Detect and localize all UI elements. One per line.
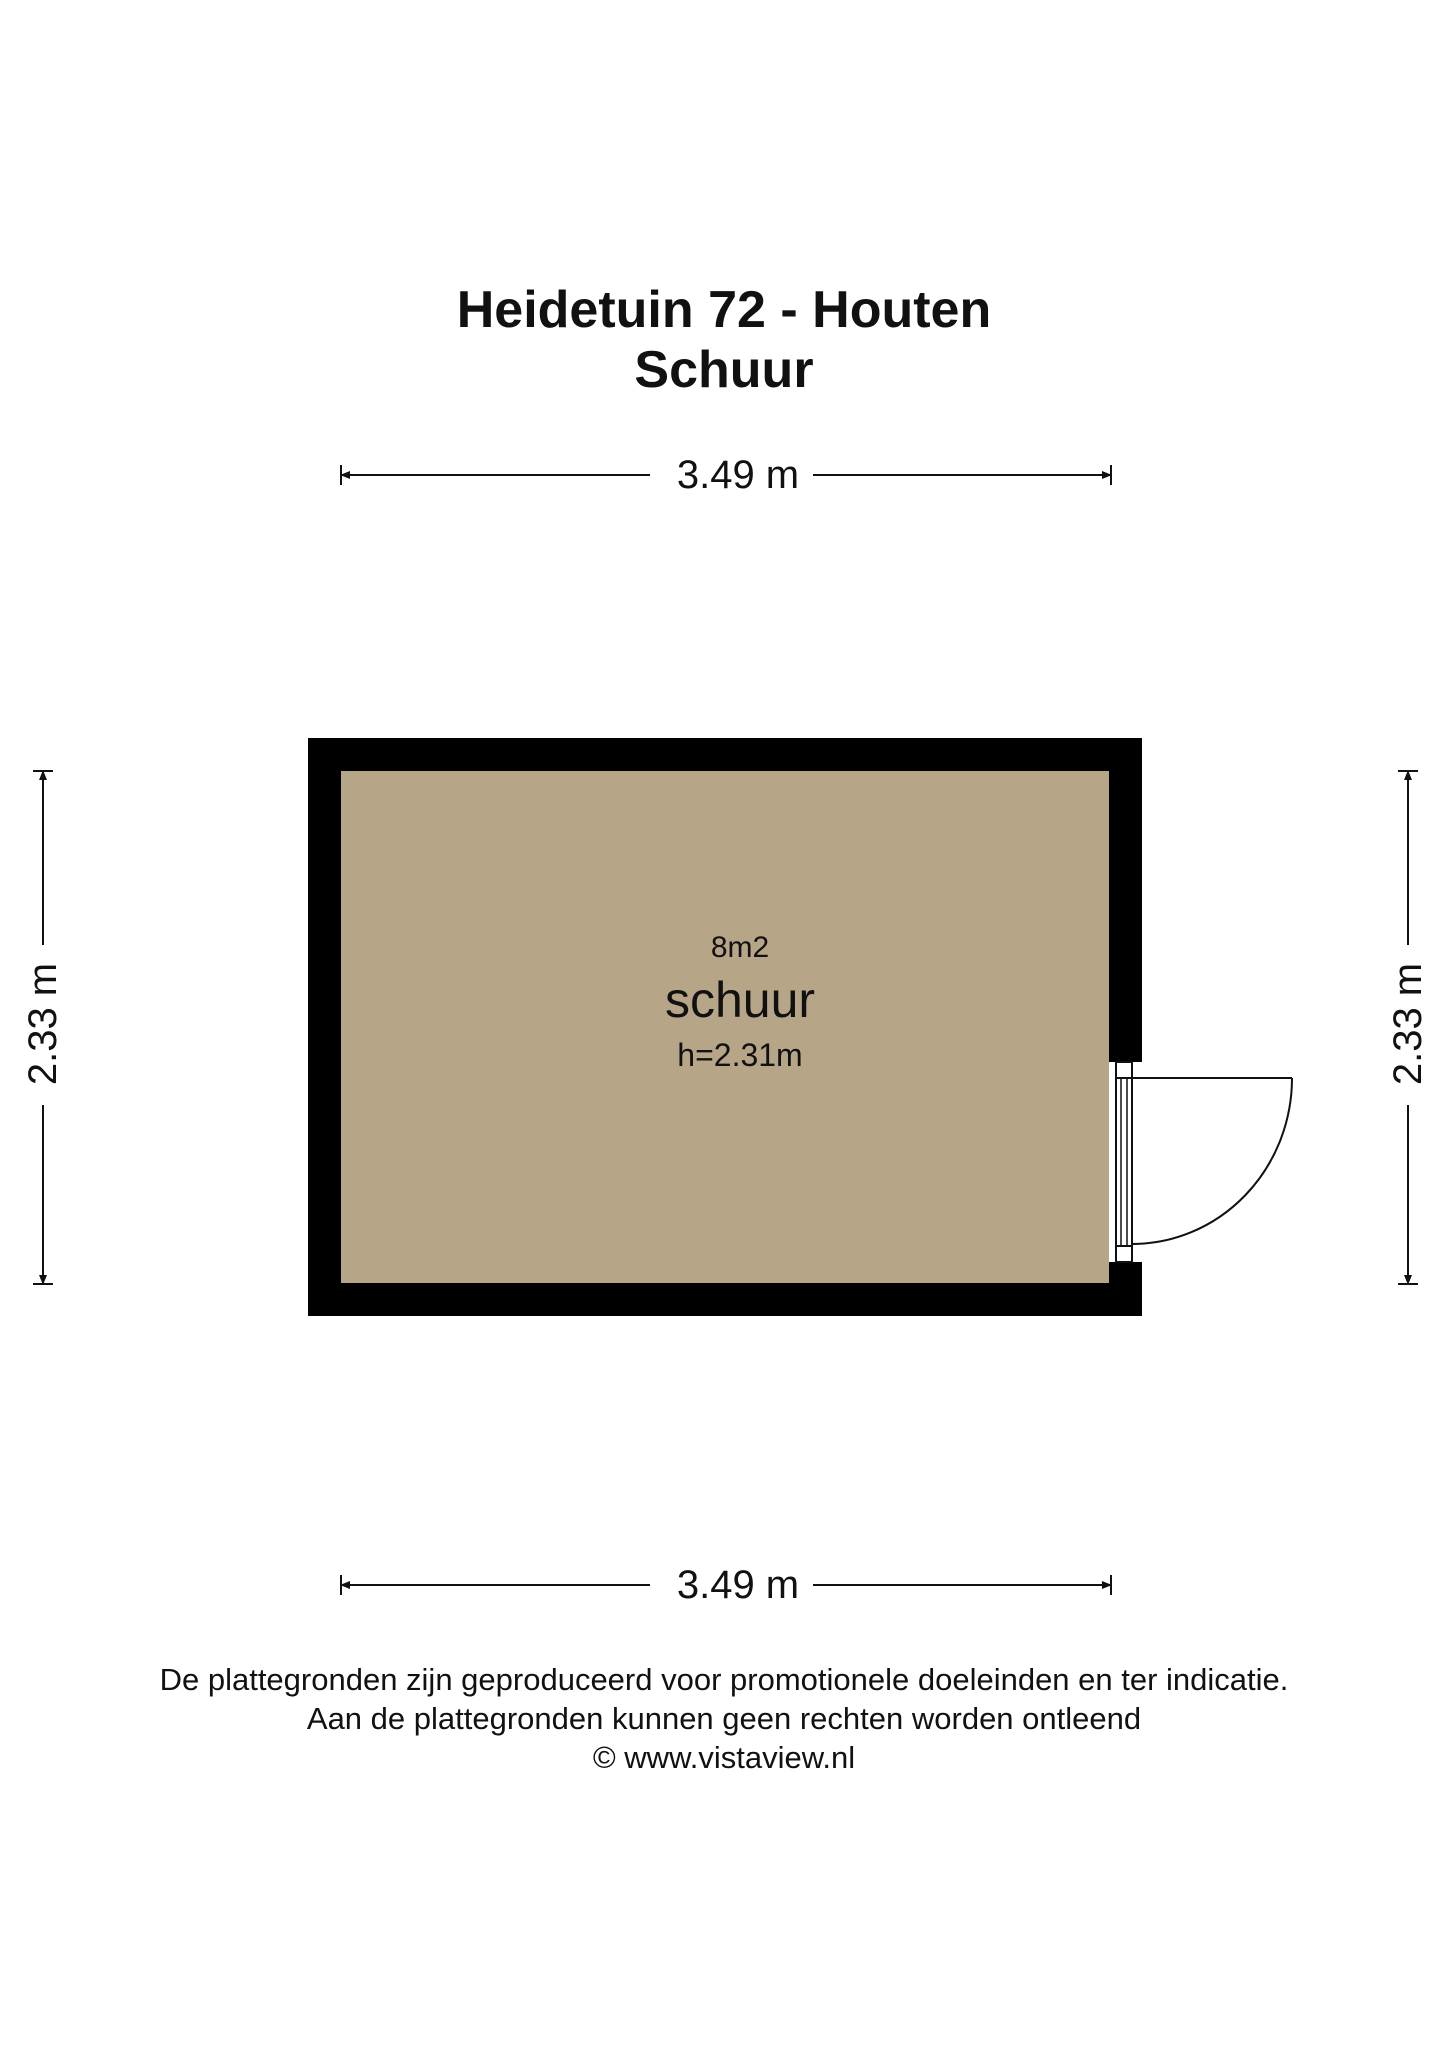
plan-title-address: Heidetuin 72 - Houten <box>456 281 992 339</box>
room-area-label: 8m2 <box>710 931 770 964</box>
dimension-label-left: 2.33 m <box>21 962 65 1086</box>
plan-title-floor: Schuur <box>634 341 814 399</box>
door <box>1109 1062 1142 1262</box>
disclaimer-line-1: De plattegronden zijn geproduceerd voor promotionele doeleinden en ter indicatie. <box>159 1662 1289 1697</box>
room-height-label: h=2.31m <box>677 1037 803 1073</box>
dimension-value-bottom: 3.49 m <box>663 1563 813 1607</box>
door-swing-arc <box>1132 1078 1292 1244</box>
disclaimer-line-2: Aan de plattegronden kunnen geen rechten worden ontleend <box>306 1701 1142 1736</box>
dimension-value-top: 3.49 m <box>663 453 813 497</box>
dimension-label-bottom <box>0 1561 1448 1609</box>
dimension-label-top <box>0 451 1448 499</box>
dimension-label-right: 2.33 m <box>1386 962 1430 1086</box>
room-name-label: schuur <box>664 972 816 1028</box>
copyright-line: © www.vistaview.nl <box>592 1740 856 1775</box>
